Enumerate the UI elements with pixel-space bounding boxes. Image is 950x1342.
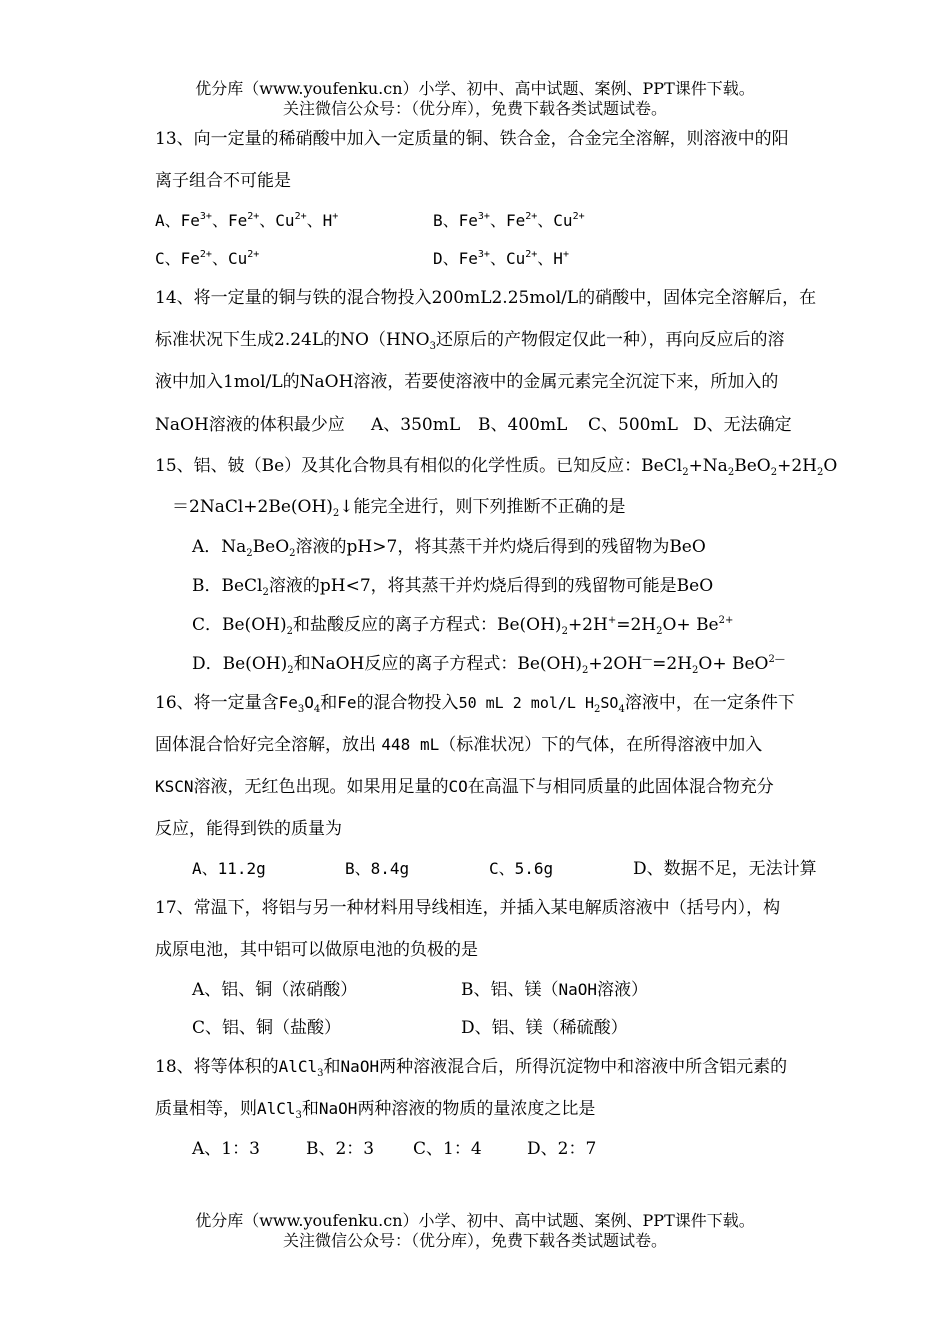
q15-option-b: B．BeCl$_2$溶液的pH<7，将其蒸干并灼烧后得到的残留物可能是BeO [192, 576, 714, 598]
q18-option-b: B、2：3 [306, 1139, 375, 1159]
q16-option-b: B、8.4g [345, 859, 410, 878]
q14-option-d: D、无法确定 [693, 415, 792, 435]
page-header-line1: 优分库（www.youfenku.cn）小学、初中、高中试题、案例、PPT课件下载。 [195, 79, 755, 98]
q16-line3: KSCN溶液，无红色出现。如果用足量的CO在高温下与相同质量的此固体混合物充分 [155, 777, 774, 797]
q18-option-d: D、2：7 [527, 1139, 597, 1159]
q16-line4: 反应，能得到铁的质量为 [155, 819, 342, 839]
q14-line1: 14、将一定量的铜与铁的混合物投入200mL2.25mol/L的硝酸中，固体完全溶解后，在 [155, 288, 817, 308]
page-header-line2: 关注微信公众号：（优分库），免费下载各类试题试卷。 [282, 99, 667, 118]
q14-line2: 标准状况下生成2.24L的$NO(HNO_3$还原后的产物假定仅此一种），再向反应后的溶 [155, 330, 785, 352]
q14-option-a: A、350mL [371, 415, 461, 435]
q13-stem-line1: 13、向一定量的稀硝酸中加入一定质量的铜、铁合金，合金完全溶解，则溶液中的阳 [155, 129, 789, 149]
q15-option-d: D．$Be(OH)_2$和NaOH反应的离子方程式：$Be(OH)_2+2OH^—=2H_2O+ BeO^{2—}$ [192, 654, 785, 676]
q18-line2: 质量相等，则AlCl$_3$和NaOH两种溶液的物质的量浓度之比是 [155, 1099, 596, 1121]
q13-option-a: A、$Fe^{3+}$、$Fe^{2+}$、$Cu^{2+}$、H+ [155, 211, 339, 230]
q13-option-b: B、$Fe^{3+}$、$Fe^{2+}$、$Cu^{2+}$ [433, 211, 585, 230]
q16-option-a: A、11.2g [192, 859, 266, 878]
q13-stem-line2: 离子组合不可能是 [155, 171, 291, 191]
q15-option-a: A．$Na_2BeO_2$溶液的pH>7，将其蒸干并灼烧后得到的残留物为BeO [192, 537, 706, 559]
q18-line1: 18、将等体积的AlCl$_3$和NaOH两种溶液混合后，所得沉淀物中和溶液中所含铝元素的 [155, 1057, 788, 1079]
q18-option-c: C、1：4 [413, 1139, 482, 1159]
q16-option-c: C、5.6g [489, 859, 554, 878]
q17-line2: 成原电池，其中铝可以做原电池的负极的是 [155, 940, 478, 960]
page-footer-line2: 关注微信公众号：（优分库），免费下载各类试题试卷。 [282, 1231, 667, 1250]
q17-line1: 17、常温下，将铝与另一种材料用导线相连，并插入某电解质溶液中（括号内），构 [155, 898, 781, 918]
q16-option-d: D、数据不足，无法计算 [633, 859, 817, 879]
q16-line2: 固体混合恰好完全溶解，放出 448 mL（标准状况）下的气体，在所得溶液中加入 [155, 735, 763, 755]
q13-option-d: D、$Fe^{3+}$、$Cu^{2+}$、H+ [433, 249, 569, 268]
q13-option-c: C、$Fe^{2+}$、$Cu^{2+}$ [155, 249, 260, 268]
q18-option-a: A、1：3 [192, 1139, 260, 1159]
q14-option-b: B、400mL [478, 415, 568, 435]
q15-line2: $=2NaCl+2Be(OH)_2↓$能完全进行，则下列推断不正确的是 [172, 497, 626, 519]
q14-line3: 液中加入1mol/L的NaOH溶液，若要使溶液中的金属元素完全沉淀下来，所加入的 [155, 372, 779, 392]
q17-option-c: C、铝、铜（盐酸） [192, 1018, 342, 1038]
q17-option-b: B、铝、镁（NaOH溶液） [461, 980, 649, 1000]
page-footer-line1: 优分库（www.youfenku.cn）小学、初中、高中试题、案例、PPT课件下载。 [195, 1211, 755, 1230]
q15-option-c: C．$Be(OH)_2$和盐酸反应的离子方程式：$Be(OH)_2+2H^+=2H_2O+ Be^{2+}$ [192, 615, 734, 637]
q14-line4: NaOH溶液的体积最少应 [155, 415, 345, 435]
q14-option-c: C、500mL [588, 415, 678, 435]
q15-line1: 15、铝、铍（Be）及其化合物具有相似的化学性质。已知反应：$BeCl_2+Na_2BeO_2+2H_2O$ [155, 456, 838, 478]
q17-option-d: D、铝、镁（稀硫酸） [461, 1018, 628, 1038]
q17-option-a: A、铝、铜（浓硝酸） [192, 980, 358, 1000]
q16-line1: 16、将一定量含$Fe_3O_4$和Fe的混合物投入50 mL 2 mol/L $H_2SO_4$溶液中，在一定条件下 [155, 693, 795, 715]
